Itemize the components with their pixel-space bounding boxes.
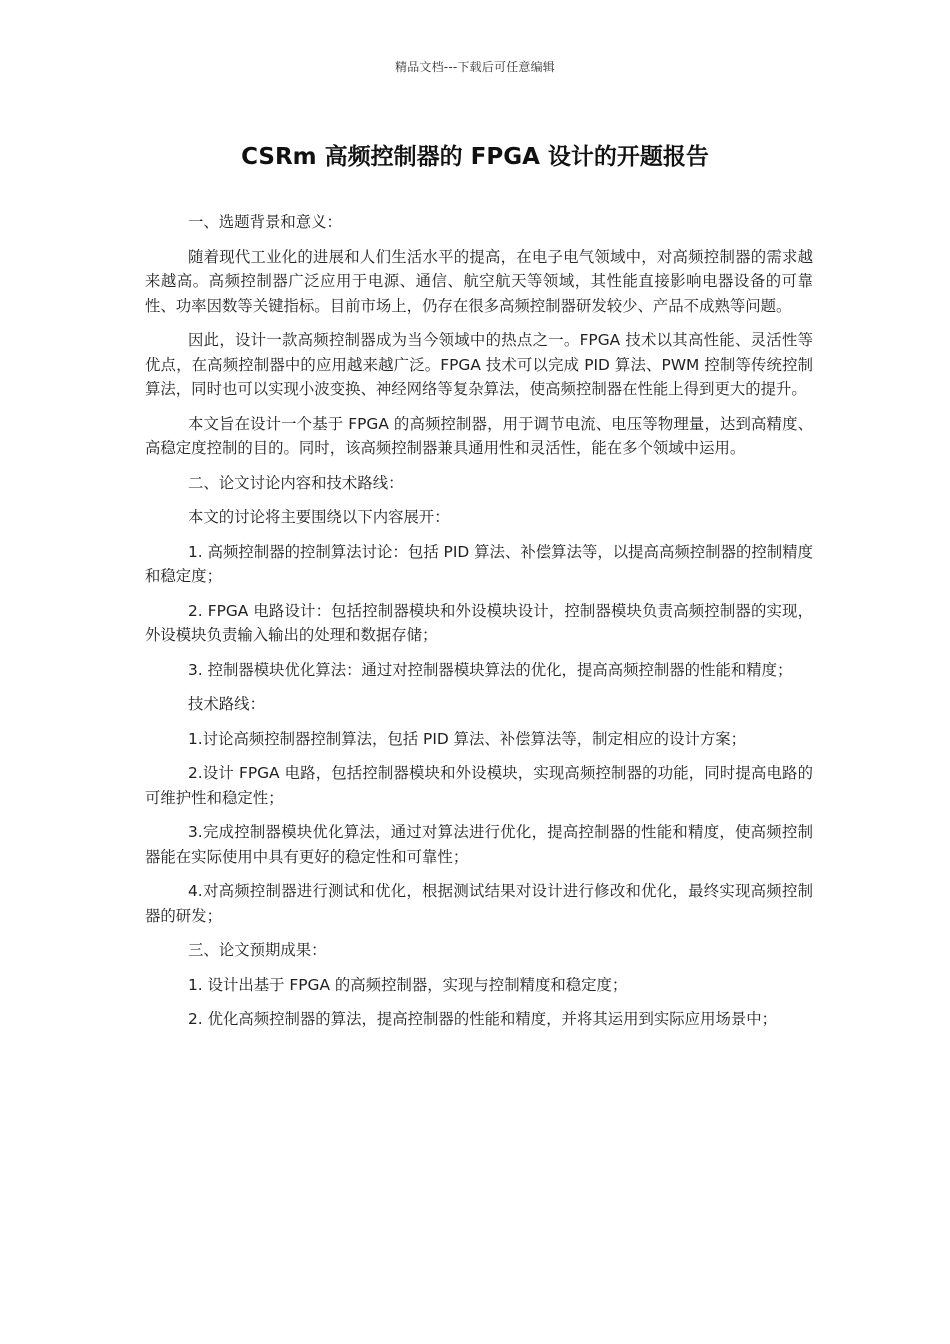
- paragraph-objective: 本文旨在设计一个基于 FPGA 的高频控制器，用于调节电流、电压等物理量，达到高精度、高稳定度控制的目的。同时，该高频控制器兼具通用性和灵活性，能在多个领域中运用。: [145, 414, 813, 457]
- list-item-route-2: 2.设计 FPGA 电路，包括控制器模块和外设模块，实现高频控制器的功能，同时提高电路的可维护性和稳定性；: [145, 764, 813, 807]
- list-item-route-3: 3.完成控制器模块优化算法，通过对算法进行优化，提高控制器的性能和精度，使高频控制器能在实际使用中具有更好的稳定性和可靠性；: [145, 823, 813, 866]
- list-item-route-4: 4.对高频控制器进行测试和优化，根据测试结果对设计进行修改和优化，最终实现高频控制器的研发；: [145, 882, 813, 925]
- paragraph-background: 随着现代工业化的进展和人们生活水平的提高，在电子电气领域中，对高频控制器的需求越来越高。高频控制器广泛应用于电源、通信、航空航天等领域，其性能直接影响电器设备的可靠性、功率因数等关键指标。目前市场上，仍存在很多高频控制器研发较少、产品不成熟等问题。: [145, 247, 813, 315]
- section-heading-outcomes: 三、论文预期成果：: [188, 941, 327, 959]
- list-item-content-3: 3. 控制器模块优化算法：通过对控制器模块算法的优化，提高高频控制器的性能和精度；: [188, 660, 793, 679]
- subheading-tech-route: 技术路线：: [188, 695, 265, 713]
- paragraph-fpga-motivation: 因此，设计一款高频控制器成为当今领域中的热点之一。FPGA 技术以其高性能、灵活性等优点，在高频控制器中的应用越来越广泛。FPGA 技术可以完成 PID 算法、PWM 控制等传统控制算法，同时也可以实现小波变换、神经网络等复杂算法，使高频控制器在性能上得到更大的提升。: [145, 331, 813, 398]
- document-body: [145, 210, 813, 1042]
- document-title: CSRm 高频控制器的 FPGA 设计的开题报告: [241, 144, 709, 170]
- list-item-outcome-2: 2. 优化高频控制器的算法，提高控制器的性能和精度，并将其运用到实际应用场景中；: [188, 1010, 778, 1028]
- list-item-route-1: 1.讨论高频控制器控制算法，包括 PID 算法、补偿算法等，制定相应的设计方案；: [188, 729, 747, 748]
- list-item-content-1: 1. 高频控制器的控制算法讨论：包括 PID 算法、补偿算法等，以提高高频控制器的控制精度和稳定度；: [145, 542, 813, 585]
- paragraph-content-intro: 本文的讨论将主要围绕以下内容展开：: [188, 508, 450, 526]
- section-heading-content: 二、论文讨论内容和技术路线：: [188, 473, 404, 492]
- section-heading-background: 一、选题背景和意义：: [188, 213, 342, 231]
- page-header-note: 精品文档---下载后可任意编辑: [395, 60, 555, 74]
- list-item-outcome-1: 1. 设计出基于 FPGA 的高频控制器，实现与控制精度和稳定度；: [188, 975, 628, 994]
- list-item-content-2: 2. FPGA 电路设计：包括控制器模块和外设模块设计，控制器模块负责高频控制器的实现，外设模块负责输入输出的处理和数据存储；: [145, 601, 813, 644]
